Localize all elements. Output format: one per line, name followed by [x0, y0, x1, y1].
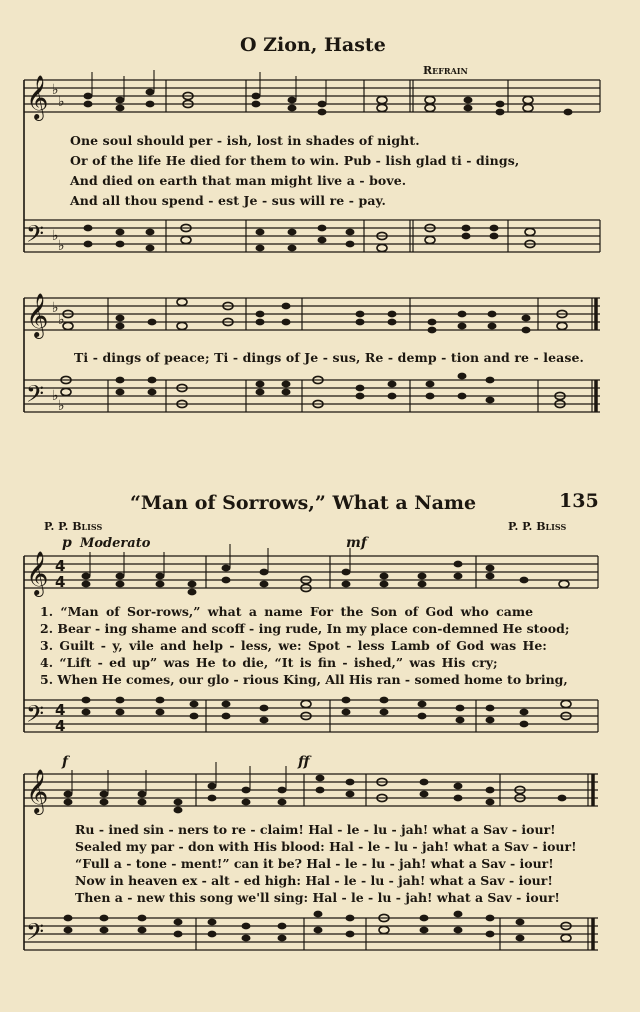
hymn1-lyric-line-2: Or of the life He died for them to win. Pub - lish glad ti - dings,: [70, 153, 520, 168]
svg-text:♭: ♭: [58, 312, 65, 328]
hymn2-title: “Man of Sorrows,” What a Name: [130, 492, 477, 514]
svg-text:𝄢: 𝄢: [26, 918, 45, 951]
svg-text:𝄞: 𝄞: [26, 293, 49, 337]
hymn1-refrain-lyric: Ti - dings of peace; Ti - dings of Je - sus, Re - demp - tion and re - lease.: [74, 350, 585, 365]
author-words: P. P. Bliss: [44, 520, 103, 533]
hymn-number: 135: [559, 490, 599, 512]
svg-text:♭: ♭: [52, 82, 59, 98]
dynamic-p: p: [62, 535, 72, 551]
svg-text:𝄢: 𝄢: [26, 220, 45, 253]
svg-text:𝄞: 𝄞: [26, 551, 49, 595]
author-music: P. P. Bliss: [508, 520, 567, 533]
verse-3-line-1: 3. Guilt - y, vile and help - less, we: Spot - less Lamb of God was He:: [40, 638, 547, 653]
hymn1-lyric-line-3: And died on earth that man might live a - bove.: [70, 173, 407, 188]
verse-3-line-2: “Full a - tone - ment!” can it be? Hal - le - lu - jah! what a Sav - iour!: [75, 856, 554, 871]
svg-text:♭: ♭: [58, 398, 65, 414]
svg-text:𝄞: 𝄞: [26, 75, 49, 119]
verse-5-line-1: 5. When He comes, our glo - rious King, All His ran - somed home to bring,: [40, 672, 568, 687]
verse-4-line-1: 4. “Lift - ed up” was He to die, “It is fin - ished,” was His cry;: [40, 655, 498, 670]
svg-text:♭: ♭: [58, 94, 65, 110]
dynamic-mf: mf: [346, 535, 367, 551]
verse-5-line-2: Then a - new this song we'll sing: Hal - le - lu - jah! what a Sav - iour!: [75, 890, 560, 905]
verse-2-line-2: Sealed my par - don with His blood: Hal - le - lu - jah! what a Sav - iour!: [75, 839, 577, 854]
tempo-marking: Moderato: [80, 536, 151, 551]
svg-text:4: 4: [55, 701, 66, 719]
verse-2-line-1: 2. Bear - ing shame and scoff - ing rude, In my place con-demned He stood;: [40, 621, 570, 636]
svg-text:4: 4: [55, 717, 66, 735]
verse-1-line-1: 1. “Man of Sor-rows,” what a name For the Son of God who came: [40, 604, 534, 619]
svg-text:♭: ♭: [58, 238, 65, 254]
svg-text:𝄞: 𝄞: [26, 769, 49, 813]
svg-text:♭: ♭: [52, 300, 59, 316]
refrain-label: Refrain: [423, 64, 468, 77]
svg-text:𝄢: 𝄢: [26, 700, 45, 733]
dynamic-f: f: [62, 754, 69, 770]
verse-4-line-2: Now in heaven ex - alt - ed high: Hal - le - lu - jah! what a Sav - iour!: [75, 873, 553, 888]
svg-text:𝄢: 𝄢: [26, 380, 45, 413]
dynamic-ff: ff: [298, 754, 310, 770]
svg-text:♭: ♭: [52, 228, 59, 244]
svg-text:4: 4: [55, 573, 66, 591]
svg-text:♭: ♭: [52, 388, 59, 404]
hymn1-title: O Zion, Haste: [240, 34, 386, 56]
hymn1-lyric-line-1: One soul should per - ish, lost in shades of night.: [70, 133, 420, 148]
verse-1-line-2: Ru - ined sin - ners to re - claim! Hal - le - lu - jah! what a Sav - iour!: [75, 822, 556, 837]
svg-text:4: 4: [55, 557, 66, 575]
hymn1-lyric-line-4: And all thou spend - est Je - sus will re - pay.: [70, 193, 386, 208]
